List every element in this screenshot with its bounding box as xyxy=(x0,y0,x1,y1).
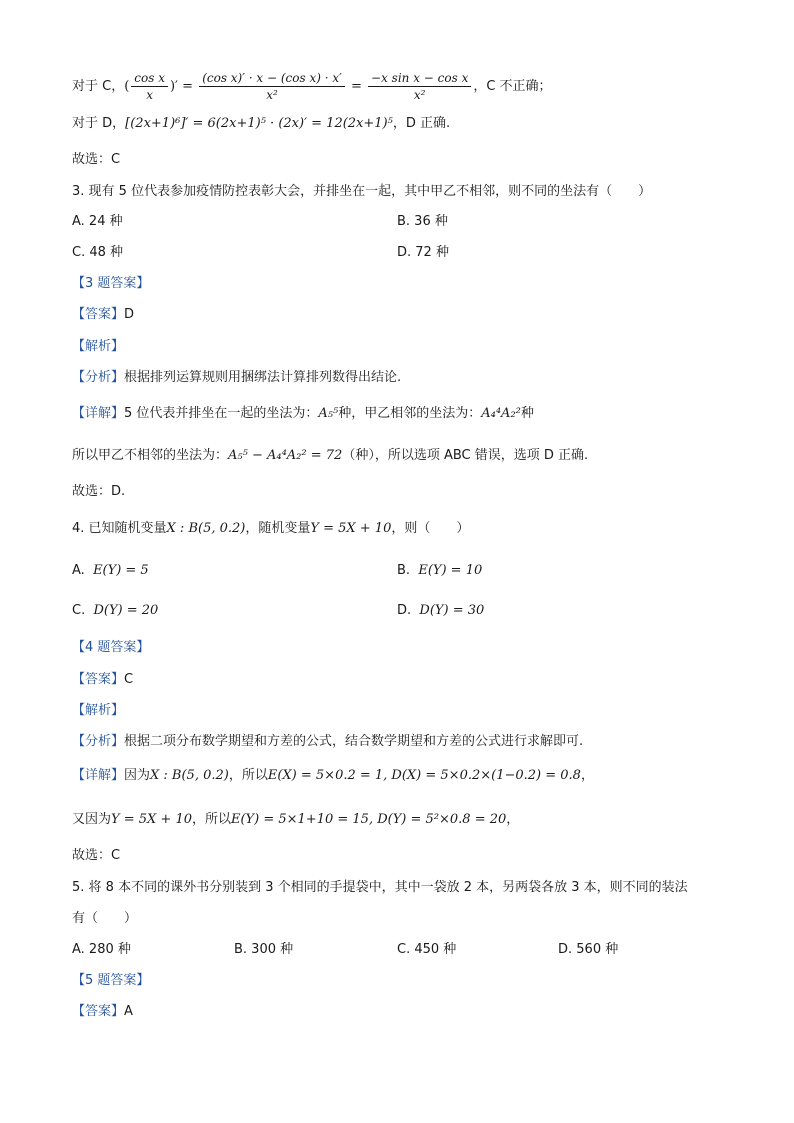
q3-option-a: A. 24 种 xyxy=(72,214,123,229)
q4-jiexi: 【解析】 xyxy=(72,703,125,718)
q3-fenxi: 【分析】根据排列运算规则用捆绑法计算排列数得出结论. xyxy=(72,370,402,385)
solution-line-d: 对于 D，[(2x+1)⁶]′ = 6(2x+1)⁵ · (2x)′ = 12(2x+1)⁵，D 正确. xyxy=(72,116,451,131)
q4-fenxi: 【分析】根据二项分布数学期望和方差的公式，结合数学期望和方差的公式进行求解即可. xyxy=(72,734,584,749)
q3-section-tag: 【3 题答案】 xyxy=(72,276,150,291)
q4-section-tag: 【4 题答案】 xyxy=(72,640,150,655)
q5-option-b: B. 300 种 xyxy=(234,942,294,957)
q3-xiangjie: 【详解】5 位代表并排坐在一起的坐法为：A₅⁵种，甲乙相邻的坐法为：A₄⁴A₂²种 xyxy=(72,406,534,421)
q4-option-a: A. E(Y) = 5 xyxy=(72,563,149,578)
q3-jiexi: 【解析】 xyxy=(72,339,125,354)
q3-answer-line: 【答案】D xyxy=(72,307,135,322)
q3-select: 故选：D. xyxy=(72,484,126,499)
q5-option-a: A. 280 种 xyxy=(72,942,131,957)
q4-xiangjie: 【详解】因为X : B(5, 0.2)，所以E(X) = 5×0.2 = 1, D(X) = 5×0.2×(1−0.2) = 0.8， xyxy=(72,768,594,783)
q4-select: 故选：C xyxy=(72,848,121,863)
q5-option-d: D. 560 种 xyxy=(558,942,619,957)
question-5-stem-2: 有（ ） xyxy=(72,911,138,926)
select-line: 故选：C xyxy=(72,152,121,167)
q4-option-b: B. E(Y) = 10 xyxy=(397,563,483,578)
q5-option-c: C. 450 种 xyxy=(397,942,457,957)
fraction: $\frac{\text{(cos x)′ · x − (cos x) · x′}}{\text{x²}}$ xyxy=(199,70,345,103)
solution-line-c: 对于 C，( $\frac{\text{cos x}}{x}$ )′ = $\frac{\text{(cos x)′ · x − (cos x) · x′}}{\text{x²}}$ = $\frac{\text{−x sin x − cos x}}{\text{x²}}$ ，C 不正确； xyxy=(72,71,552,102)
q3-option-c: C. 48 种 xyxy=(72,245,124,260)
q3-option-b: B. 36 种 xyxy=(397,214,448,229)
question-3-stem: 3. 现有 5 位代表参加疫情防控表彰大会，并排坐在一起，其中甲乙不相邻，则不同的坐法有（ ） xyxy=(72,184,652,199)
q3-xiangjie-2: 所以甲乙不相邻的坐法为：A₅⁵ − A₄⁴A₂² = 72（种），所以选项 ABC 错误，选项 D 正确. xyxy=(72,448,589,463)
q5-section-tag: 【5 题答案】 xyxy=(72,973,150,988)
q4-option-d: D. D(Y) = 30 xyxy=(397,603,485,618)
question-4-stem: 4. 已知随机变量X : B(5, 0.2)，随机变量Y = 5X + 10，则（ ） xyxy=(72,521,470,536)
fraction: $\frac{\text{−x sin x − cos x}}{\text{x²}}$ xyxy=(368,70,471,103)
q5-answer-line: 【答案】A xyxy=(72,1004,133,1019)
q4-option-c: C. D(Y) = 20 xyxy=(72,603,159,618)
q4-xiangjie-2: 又因为Y = 5X + 10，所以E(Y) = 5×1+10 = 15, D(Y) = 5²×0.8 = 20， xyxy=(72,812,520,827)
question-5-stem: 5. 将 8 本不同的课外书分别装到 3 个相同的手提袋中，其中一袋放 2 本，另两袋各放 3 本，则不同的装法 xyxy=(72,880,688,895)
fraction: $\frac{\text{cos x}}{x}$ xyxy=(131,70,168,103)
q3-option-d: D. 72 种 xyxy=(397,245,449,260)
q4-answer-line: 【答案】C xyxy=(72,672,134,687)
